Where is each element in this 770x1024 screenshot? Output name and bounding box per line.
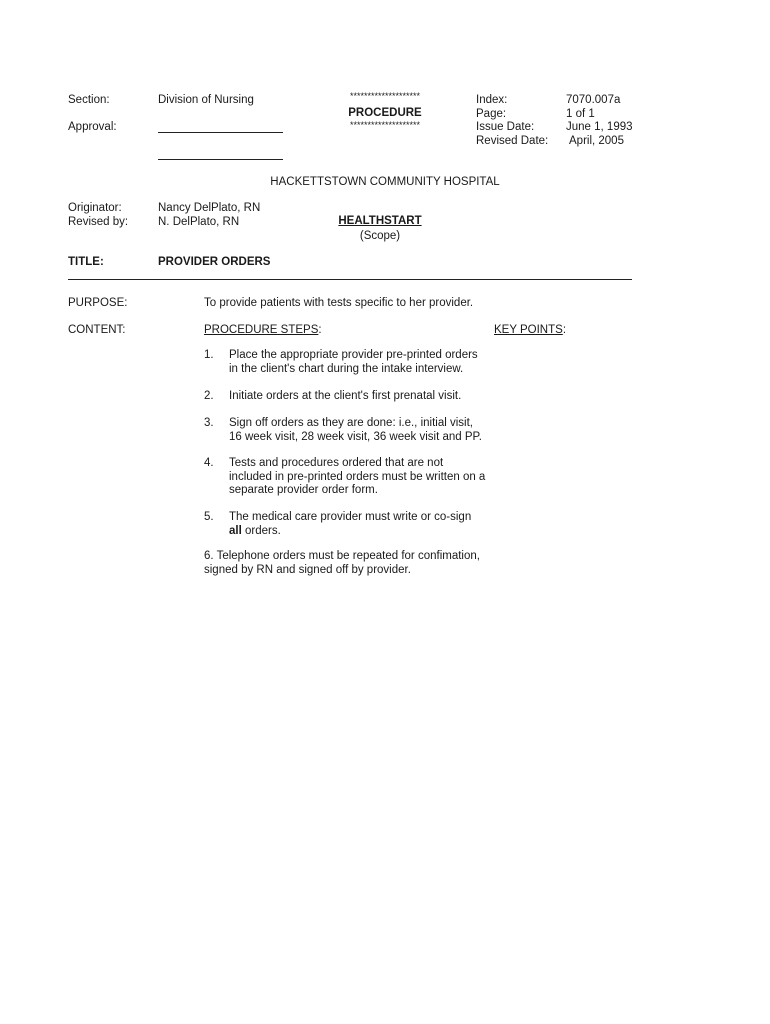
- page-value: 1 of 1: [566, 108, 595, 120]
- step-number: 2.: [204, 390, 214, 402]
- step-text: Initiate orders at the client's first prenatal visit.: [229, 390, 462, 402]
- step-text: Tests and procedures ordered that are not included in pre-printed orders must be written on a separate provider order form.: [229, 457, 486, 496]
- revised-date-label: Revised Date:: [476, 135, 549, 147]
- key-points-colon: :: [562, 324, 567, 336]
- step-number: 5.: [204, 511, 214, 523]
- title-value: PROVIDER ORDERS: [158, 256, 271, 268]
- step-text-emphasis: all: [229, 524, 242, 537]
- purpose-value: To provide patients with tests specific to her provider.: [204, 297, 474, 309]
- revised-by-label: Revised by:: [68, 216, 129, 228]
- step-number: 1.: [204, 349, 214, 361]
- section-value: Division of Nursing: [158, 94, 254, 106]
- title-divider: [68, 279, 632, 280]
- revised-date-value: April, 2005: [569, 135, 624, 147]
- procedure-step-6: 6. Telephone orders must be repeated for confimation, signed by RN and signed off by provider.: [204, 550, 480, 576]
- procedure-step-4: [204, 457, 494, 498]
- stars-bottom: ********************: [349, 120, 421, 130]
- step-text: [229, 511, 487, 538]
- originator-label: Originator:: [68, 202, 122, 214]
- approval-label: Approval:: [68, 121, 117, 133]
- content-label: CONTENT:: [68, 324, 126, 336]
- procedure-step-1: [204, 349, 494, 376]
- procedure-step-2: [204, 390, 494, 404]
- issue-date-value: June 1, 1993: [566, 121, 633, 133]
- index-value: 7070.007a: [566, 94, 621, 106]
- step-number: 3.: [204, 417, 214, 429]
- procedure-steps-heading-text: PROCEDURE STEPS: [204, 324, 319, 336]
- step-text: Sign off orders as they are done: i.e., initial visit, 16 week visit, 28 week visit, 36 week visit and PP.: [229, 417, 482, 443]
- approval-signature-line-1: [158, 132, 283, 133]
- hospital-name: HACKETTSTOWN COMMUNITY HOSPITAL: [270, 176, 500, 188]
- index-label: Index:: [476, 94, 508, 106]
- doc-type: PROCEDURE: [348, 107, 422, 119]
- stars-top: ********************: [349, 91, 421, 101]
- scope-label: (Scope): [359, 230, 401, 242]
- step-text-before: The medical care provider must write or co-sign: [229, 511, 472, 523]
- procedure-steps-heading: [204, 323, 322, 337]
- procedure-step-5: [204, 511, 494, 538]
- page-label: Page:: [476, 108, 507, 120]
- step-text: Place the appropriate provider pre-printed orders in the client's chart during the intake interview.: [229, 349, 478, 375]
- section-label: Section:: [68, 94, 110, 106]
- approval-signature-line-2: [158, 159, 283, 160]
- title-label: TITLE:: [68, 256, 104, 268]
- issue-date-label: Issue Date:: [476, 121, 535, 133]
- originator-value: Nancy DelPlato, RN: [158, 202, 261, 214]
- step-number: 4.: [204, 457, 214, 469]
- key-points-heading: [494, 323, 566, 337]
- step-text-after: orders.: [241, 524, 281, 537]
- revised-by-value: N. DelPlato, RN: [158, 216, 240, 228]
- procedure-step-3: [204, 417, 494, 444]
- purpose-label: PURPOSE:: [68, 297, 128, 309]
- procedure-steps-colon: :: [318, 324, 322, 336]
- key-points-heading-text: KEY POINTS: [494, 324, 563, 336]
- scope-name: HEALTHSTART: [338, 215, 422, 227]
